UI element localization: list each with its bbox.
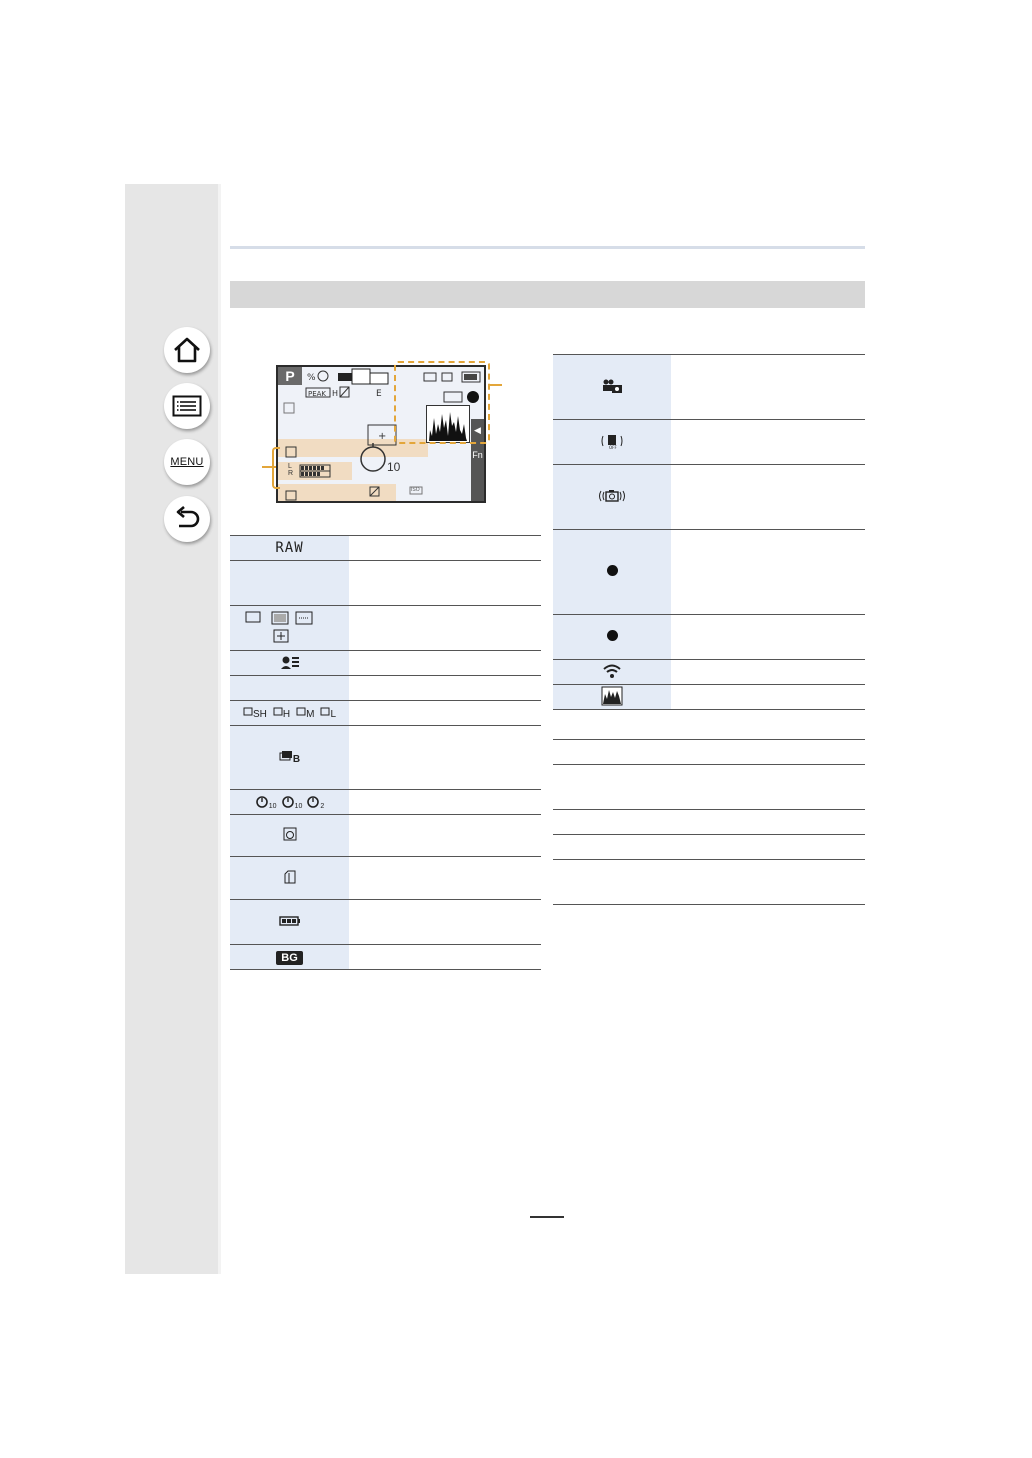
face-recognition-icon [280, 655, 300, 669]
menu-label: MENU [170, 456, 204, 468]
description-cell [349, 945, 541, 970]
description-cell [349, 815, 541, 857]
icon-table-row [553, 615, 865, 660]
icon-cell [230, 676, 349, 701]
icon-cell [553, 355, 671, 420]
description-cell [671, 615, 865, 660]
card-icon [284, 870, 296, 884]
description-cell [671, 420, 865, 465]
plain-row [553, 765, 865, 810]
svg-text:+: + [378, 431, 387, 442]
icon-cell [230, 790, 349, 815]
description-cell [349, 606, 541, 651]
level-bar-left-label: L [288, 463, 292, 470]
contents-button[interactable] [164, 383, 210, 429]
level-bar-right-label: R [288, 470, 294, 477]
description-cell [349, 651, 541, 676]
icon-table-row [230, 536, 541, 561]
description-cell [671, 465, 865, 530]
self-timer-icon: 10 [255, 794, 277, 811]
back-arrow-icon [173, 506, 201, 532]
raw-icon: RAW [275, 540, 304, 556]
icon-table-row [230, 606, 541, 651]
self-timer-icon-group [253, 797, 327, 811]
back-button[interactable] [164, 496, 210, 542]
record-dot-icon [607, 565, 618, 576]
svg-text:H: H [332, 389, 339, 398]
plain-row [553, 835, 865, 860]
self-timer-icon: 2 [306, 794, 324, 811]
bracket-icon: B [279, 751, 300, 765]
icon-table-row [553, 530, 865, 615]
icon-cell [230, 536, 349, 561]
burst-rate-icon: H [273, 707, 290, 720]
stabilizer-off-icon [600, 433, 624, 449]
wifi-icon [602, 663, 622, 679]
icon-cell [553, 660, 671, 685]
top-rule [230, 246, 865, 249]
icon-table-row [553, 660, 865, 685]
section-header-bar [230, 281, 865, 308]
callout-line [490, 384, 502, 386]
shake-alert-icon [597, 488, 627, 504]
burst-rate-icon: SH [243, 707, 267, 720]
af-mode-icon [242, 610, 338, 644]
description-cell [349, 561, 541, 606]
icon-cell [230, 857, 349, 900]
plain-row [553, 740, 865, 765]
menu-button[interactable] [164, 439, 210, 485]
icon-table-row [230, 900, 541, 945]
page-number-underline [530, 1216, 564, 1218]
callout-box [394, 361, 490, 444]
icon-table-row [230, 945, 541, 970]
icon-cell [230, 815, 349, 857]
icon-table-row [553, 465, 865, 530]
plain-row [553, 710, 865, 740]
left-icon-table [230, 535, 541, 970]
icon-cell [553, 420, 671, 465]
svg-text:OFF: OFF [609, 444, 617, 449]
iso-label: ISO [411, 487, 420, 493]
right-icon-table [553, 354, 865, 710]
self-timer-icon: 10 [281, 794, 303, 811]
burst-icon-group [240, 709, 339, 720]
callout-bracket [272, 447, 280, 489]
description-cell [349, 790, 541, 815]
right-plain-rows [553, 685, 865, 905]
description-cell [671, 660, 865, 685]
plain-row [553, 860, 865, 905]
icon-cell [553, 465, 671, 530]
description-cell [349, 676, 541, 701]
battery-grip-icon: BG [276, 951, 303, 965]
description-cell [671, 355, 865, 420]
icon-table-row [230, 790, 541, 815]
plain-row [553, 685, 865, 710]
home-button[interactable] [164, 327, 210, 373]
icon-table-row [230, 815, 541, 857]
battery-icon [279, 916, 301, 926]
icon-table-row [553, 355, 865, 420]
icon-cell [230, 945, 349, 970]
self-timer-value: 10 [387, 460, 401, 474]
description-cell [349, 701, 541, 726]
list-icon [172, 395, 202, 417]
icon-cell [230, 701, 349, 726]
icon-cell [230, 900, 349, 945]
icon-table-row [553, 420, 865, 465]
icon-cell [230, 726, 349, 790]
icon-cell [230, 651, 349, 676]
touch-tab-arrow: ◀ [474, 425, 481, 435]
burst-rate-icon: L [320, 707, 336, 720]
icon-table-row [230, 561, 541, 606]
icon-cell [230, 561, 349, 606]
icon-cell [230, 606, 349, 651]
icon-table-row [230, 676, 541, 701]
svg-text:%: % [307, 373, 316, 383]
svg-text:PEAK: PEAK [308, 390, 327, 398]
movie-snapshot-icon [601, 378, 623, 394]
recording-mode-indicator: P [278, 367, 302, 385]
icon-cell [553, 530, 671, 615]
home-icon [172, 336, 202, 364]
icon-table-row [230, 857, 541, 900]
record-dot-icon [607, 630, 618, 641]
icon-table-row [230, 726, 541, 790]
burst-rate-icon: M [296, 707, 314, 720]
svg-text:E: E [376, 389, 382, 399]
description-cell [349, 857, 541, 900]
icon-table-row [230, 701, 541, 726]
fn-tab-label: Fn [472, 450, 483, 460]
description-cell [349, 900, 541, 945]
sidebar-edge [218, 184, 221, 1274]
description-cell [349, 536, 541, 561]
icon-table-row [230, 651, 541, 676]
plain-row [553, 810, 865, 835]
icon-cell [553, 615, 671, 660]
description-cell [671, 530, 865, 615]
time-lapse-icon [283, 827, 297, 841]
description-cell [349, 726, 541, 790]
